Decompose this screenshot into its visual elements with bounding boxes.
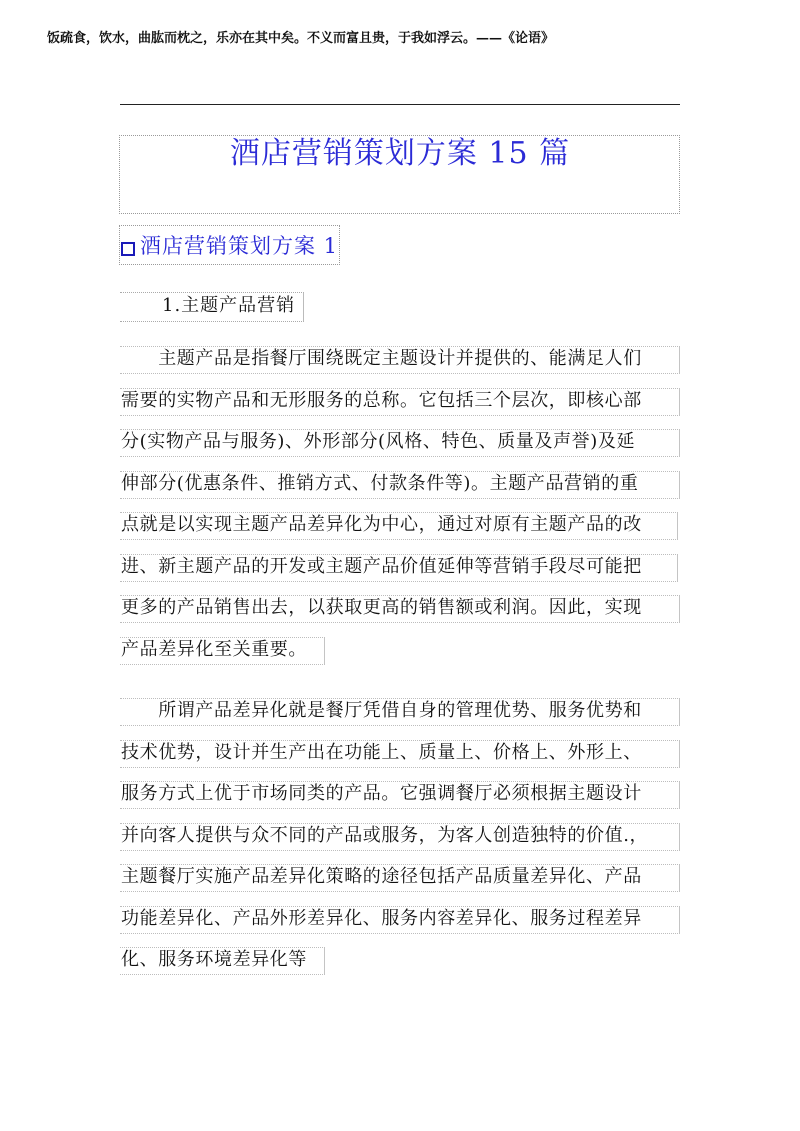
header-rule: [120, 104, 680, 105]
document-title: 酒店营销策划方案 15 篇: [229, 136, 571, 171]
text-line: 伸部分(优惠条件、推销方式、付款条件等)。主题产品营销的重: [121, 472, 639, 494]
text-line: 进、新主题产品的开发或主题产品价值延伸等营销手段尽可能把: [121, 555, 642, 577]
text-line: 并向客人提供与众不同的产品或服务，为客人创造独特的价值.，: [121, 824, 649, 846]
text-line: 分(实物产品与服务)、外形部分(风格、特色、质量及声誉)及延: [121, 431, 636, 452]
checkbox-icon[interactable]: [121, 242, 135, 256]
text-line: 所谓产品差异化就是餐厅凭借自身的管理优势、服务优势和: [121, 700, 642, 721]
text-line: 功能差异化、产品外形差异化、服务内容差异化、服务过程差异: [121, 907, 642, 929]
text-line: 主题产品是指餐厅围绕既定主题设计并提供的、能满足人们: [121, 348, 642, 369]
text-line: 主题餐厅实施产品差异化策略的途径包括产品质量差异化、产品: [121, 866, 642, 887]
subheading: 1.主题产品营销: [162, 295, 296, 316]
text-line: 技术优势，设计并生产出在功能上、质量上、价格上、外形上、: [121, 741, 642, 763]
text-line: 化、服务环境差异化等: [121, 949, 307, 970]
text-line: 产品差异化至关重要。: [121, 638, 307, 660]
text-line: 需要的实物产品和无形服务的总称。它包括三个层次，即核心部: [121, 389, 642, 411]
text-line: 服务方式上优于市场同类的产品。它强调餐厅必须根据主题设计: [121, 783, 642, 804]
section-heading: 酒店营销策划方案 1: [140, 234, 339, 258]
text-line: 点就是以实现主题产品差异化为中心，通过对原有主题产品的改: [121, 514, 642, 535]
header-quote: 饭疏食，饮水，曲肱而枕之，乐亦在其中矣。不义而富且贵，于我如浮云。——《论语》: [47, 31, 555, 46]
text-line: 更多的产品销售出去，以获取更高的销售额或利润。因此，实现: [121, 597, 642, 618]
